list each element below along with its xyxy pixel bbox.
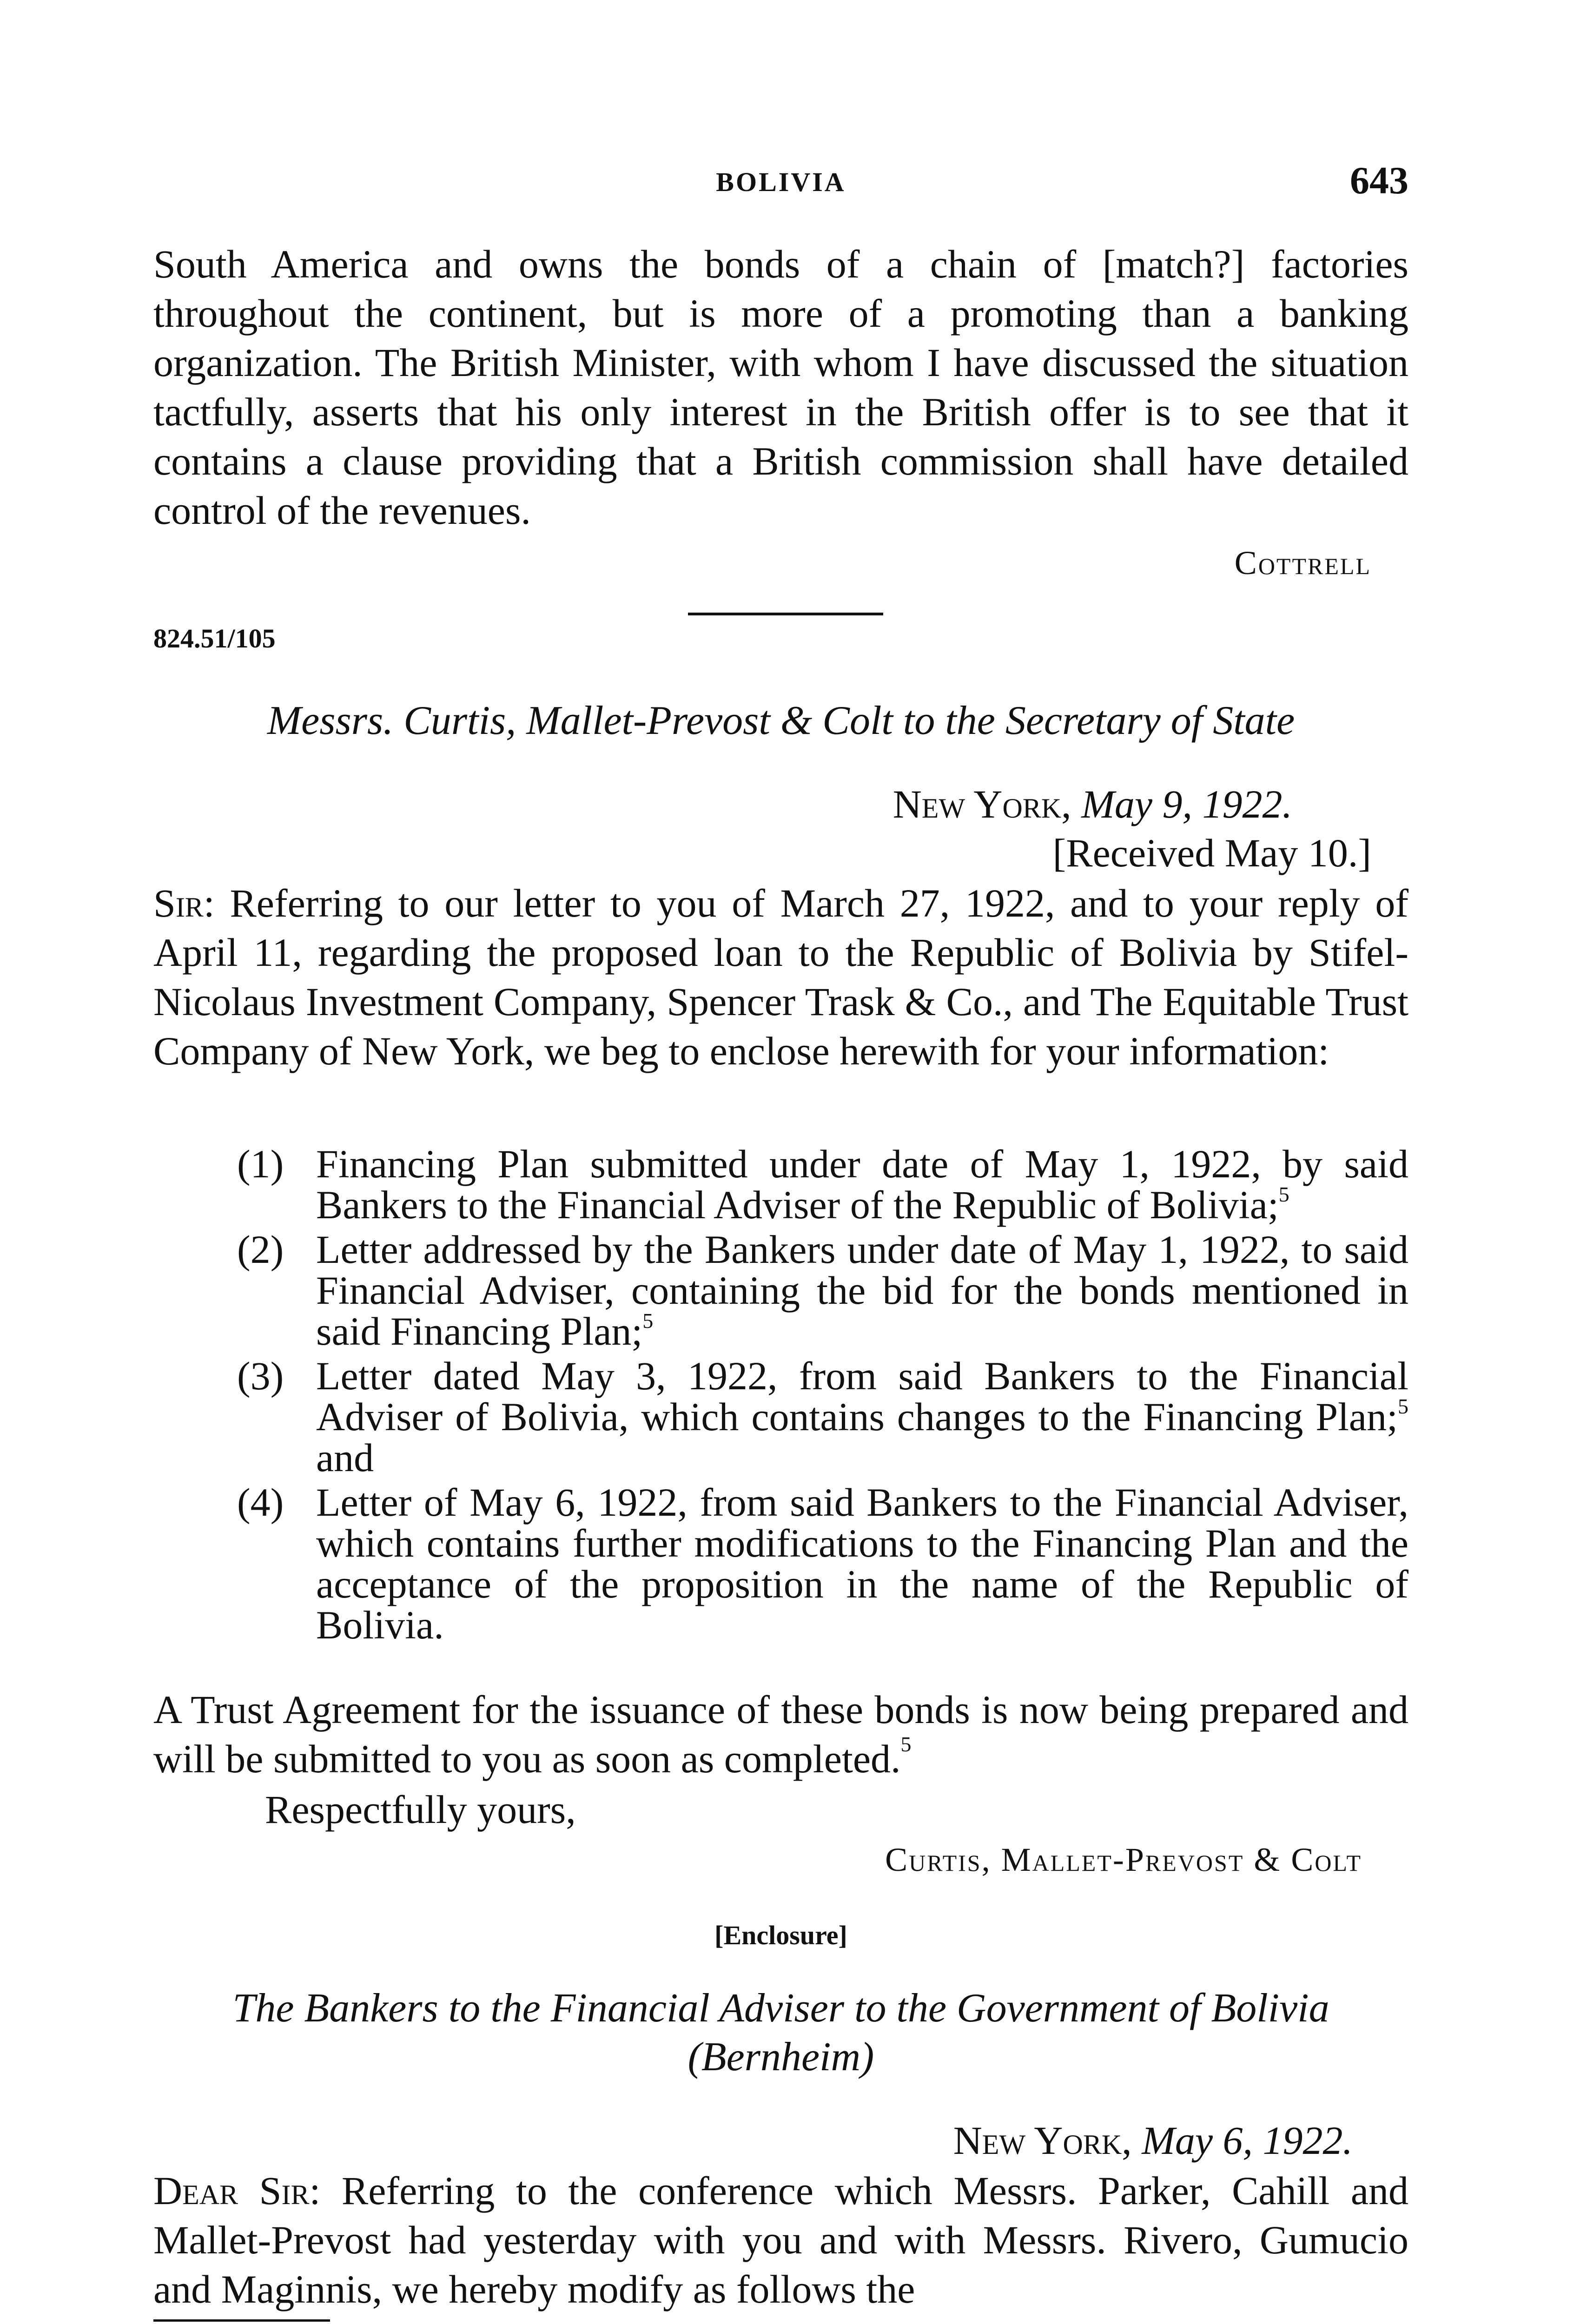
enclosure-list [153,1143,1408,1649]
item-number: (2) [237,1227,284,1272]
complimentary-close: Respectfully yours, [265,1787,576,1832]
received-note: [Received May 10.] [1052,831,1371,875]
intro-text: : Referring to our letter to you of March 27, 1922, and to your reply of April 11, regarding the proposed loan to the Republic of Bolivia by Stifel-Nicolaus Investment Company, Spencer Trask & Co., and The Equitable Trust Company of New York, we beg to enclose herewith for your information: [153,881,1408,1073]
footnote-ref: 5 [642,1309,654,1333]
salutation: Sir [153,881,204,925]
dateline-date: May 6, 1922. [1142,2118,1353,2163]
file-number: 824.51/105 [153,623,276,654]
page-number: 643 [1350,159,1408,202]
salutation: Dear Sir [153,2168,310,2213]
trust-agreement-paragraph [153,1685,1408,1783]
body-text: : Referring to the conference which Messrs. Parker, Cahill and Mallet-Prevost had yesterday with you and with Messrs. Rivero, Gumucio and Maginnis, we hereby modify as follows the [153,2168,1408,2311]
continuation-paragraph: South America and owns the bonds of a chain of [match?] factories throughout the continent, but is more of a promoting than a banking organization. The British Minister, with whom I have discussed the situation tactfully, asserts that his only interest in the British offer is to see that it contains a clause providing that a British commission shall have detailed control of the revenues. [153,242,1408,533]
item-text: Financing Plan submitted under date of May 1, 1922, by said Bankers to the Financial Adviser of the Republic of Bolivia; [316,1142,1408,1227]
dateline [153,781,1292,827]
item-number: (4) [237,1480,284,1525]
footnote-ref: 5 [1398,1394,1408,1418]
signature-firm: Curtis, Mallet-Prevost & Colt [885,1841,1362,1878]
list-item [153,1229,1408,1352]
item-number: (1) [237,1142,284,1186]
enclosure-title-line-2: (Bernheim) [688,2034,874,2080]
closing-text: A Trust Agreement for the issuance of these bonds is now being prepared and will be submitted to you as soon as completed. [153,1687,1408,1781]
list-item [153,1355,1408,1478]
list-item [153,1482,1408,1645]
letter-intro [153,878,1408,1076]
dateline-place: New York, [892,782,1071,826]
item-number: (3) [237,1353,284,1398]
signature-cottrell: Cottrell [1234,544,1371,581]
list-item [153,1143,1408,1225]
dateline-2 [153,2117,1353,2164]
dateline-date: May 9, 1922. [1081,782,1292,826]
enclosure-label: [Enclosure] [714,1920,847,1950]
running-title: BOLIVIA [716,167,846,197]
item-suffix: and [316,1435,374,1480]
dateline-place: New York, [953,2118,1132,2163]
item-text: Letter of May 6, 1922, from said Bankers to the Financial Adviser, which contains further modifications to the Financing Plan and the acceptance of the proposition in the name of the Republic of Bolivia. [316,1480,1408,1647]
running-header [153,158,1408,209]
section-divider [688,613,883,615]
footnote-rule [153,2319,330,2322]
letter-2-body [153,2166,1408,2314]
footnote-ref: 5 [1278,1182,1289,1206]
footnote-ref: 5 [900,1732,912,1756]
enclosure-title-line-1: The Bankers to the Financial Adviser to the Government of Bolivia [232,1986,1329,2031]
document-title: Messrs. Curtis, Mallet-Prevost & Colt to the Secretary of State [267,698,1295,743]
item-text: Letter addressed by the Bankers under date of May 1, 1922, to said Financial Adviser, containing the bid for the bonds mentioned in said Financing Plan; [316,1227,1408,1353]
item-text: Letter dated May 3, 1922, from said Bankers to the Financial Adviser of Bolivia, which contains changes to the Financing Plan; [316,1353,1408,1439]
